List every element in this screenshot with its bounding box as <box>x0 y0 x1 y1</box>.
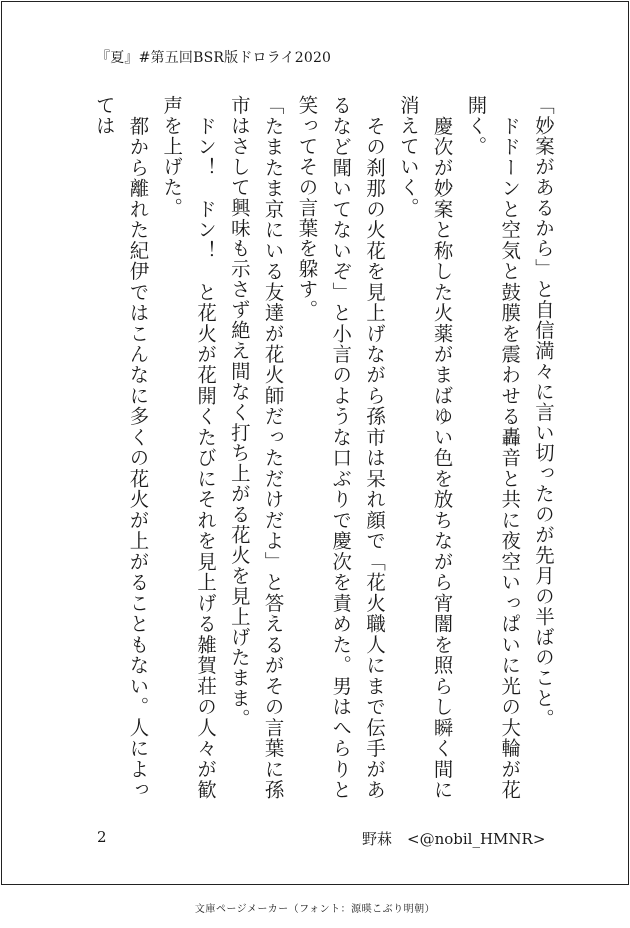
book-page <box>1 1 629 885</box>
author-credit: 野菻 <@nobil_HMNR> <box>362 830 546 848</box>
generator-credit: 文庫ページメーカー（フォント：源暎こぶり明朝） <box>194 904 436 915</box>
page-number: 2 <box>97 828 107 846</box>
paragraph: 「たまたま京にいる友達が花火師だっただけだよ」と答えるがその言葉に孫市はさして興味も示さず絶え間なく打ち上がる花火を見上げたまま。 <box>227 95 285 800</box>
paragraph: ドドーンと空気と鼓膜を震わせる轟音と共に夜空いっぱいに光の大輪が花開く。 <box>464 95 522 800</box>
page-header-title: 『夏』#第五回BSR版ドロライ2020 <box>96 50 332 66</box>
vertical-body-text <box>20 95 560 800</box>
paragraph: 慶次が妙案と称した火薬がまばゆい色を放ちながら宵闇を照らし瞬く間に消えていく。 <box>396 95 454 800</box>
paragraph: その刹那の火花を見上げながら孫市は呆れ顔で「花火職人にまで伝手があるなど聞いてないぞ」と小言のような口ぶりで慶次を責めた。男はへらりと笑ってその言葉を躱す。 <box>295 95 387 800</box>
paragraph: 都から離れた紀伊ではこんなに多くの花火が上がることもない。人によっては <box>92 95 150 800</box>
paragraph: ドン！ ドン！ と花火が花開くたびにそれを見上げる雑賀荘の人々が歓声を上げた。 <box>160 95 218 800</box>
paragraph: 「妙案があるから」と自信満々に言い切ったのが先月の半ばのこと。 <box>532 95 555 729</box>
